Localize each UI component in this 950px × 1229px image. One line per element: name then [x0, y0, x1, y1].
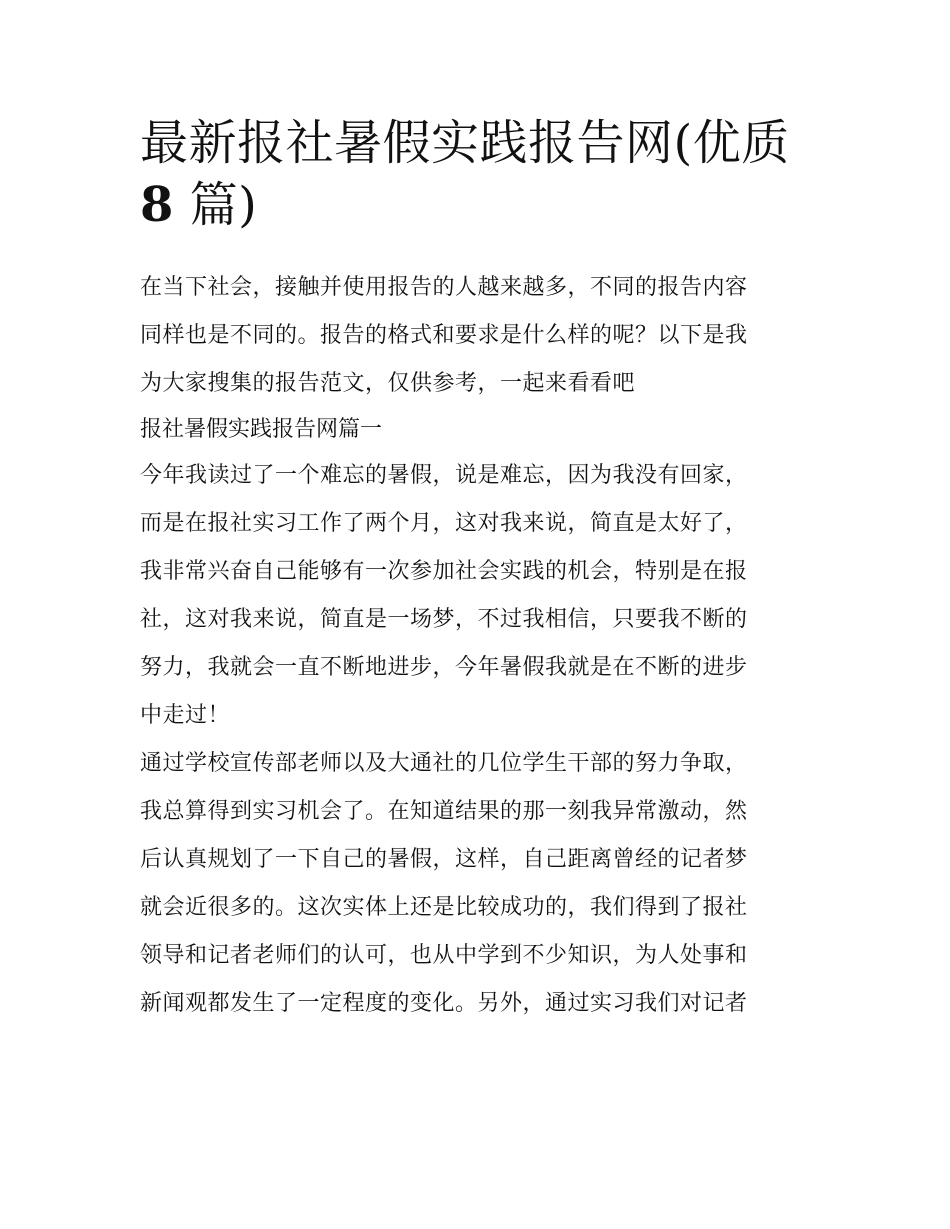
document-title [140, 112, 816, 236]
para2-line-6: 新闻观都发生了一定程度的变化。另外，通过实习我们对记者 [140, 991, 748, 1016]
intro-line-2: 同样也是不同的。报告的格式和要求是什么样的呢？以下是我 [140, 323, 748, 348]
para1-line-5: 努力，我就会一直不断地进步，今年暑假我就是在不断的进步 [140, 655, 748, 680]
para2-line-5: 领导和记者老师们的认可，也从中学到不少知识，为人处事和 [140, 943, 748, 968]
title-tail: 篇) [189, 177, 258, 233]
intro-line-1: 在当下社会，接触并使用报告的人越来越多，不同的报告内容 [140, 275, 748, 300]
para1-line-1: 今年我读过了一个难忘的暑假，说是难忘，因为我没有回家， [140, 463, 748, 488]
section-heading: 报社暑假实践报告网篇一 [140, 417, 383, 442]
para2-line-2: 我总算得到实习机会了。在知道结果的那一刻我异常激动，然 [140, 799, 748, 824]
para1-line-6: 中走过！ [140, 703, 231, 728]
title-number: 8 [140, 177, 174, 233]
intro-line-3: 为大家搜集的报告范文，仅供参考，一起来看看吧 [140, 371, 636, 396]
para1-line-2: 而是在报社实习工作了两个月，这对我来说，简直是太好了， [140, 511, 748, 536]
para1-line-3: 我非常兴奋自己能够有一次参加社会实践的机会，特别是在报 [140, 559, 748, 584]
body-paragraph-1 [140, 452, 816, 740]
document-page [140, 112, 816, 1028]
para1-line-4: 社，这对我来说，简直是一场梦，不过我相信，只要我不断的 [140, 607, 748, 632]
para2-line-4: 就会近很多的。这次实体上还是比较成功的，我们得到了报社 [140, 895, 748, 920]
title-main: 最新报社暑假实践报告网(优质 [140, 115, 790, 171]
body-paragraph-2 [140, 740, 816, 1028]
para2-line-3: 后认真规划了一下自己的暑假，这样，自己距离曾经的记者梦 [140, 847, 748, 872]
para2-line-1: 通过学校宣传部老师以及大通社的几位学生干部的努力争取， [140, 751, 748, 776]
intro-paragraph [140, 264, 816, 408]
